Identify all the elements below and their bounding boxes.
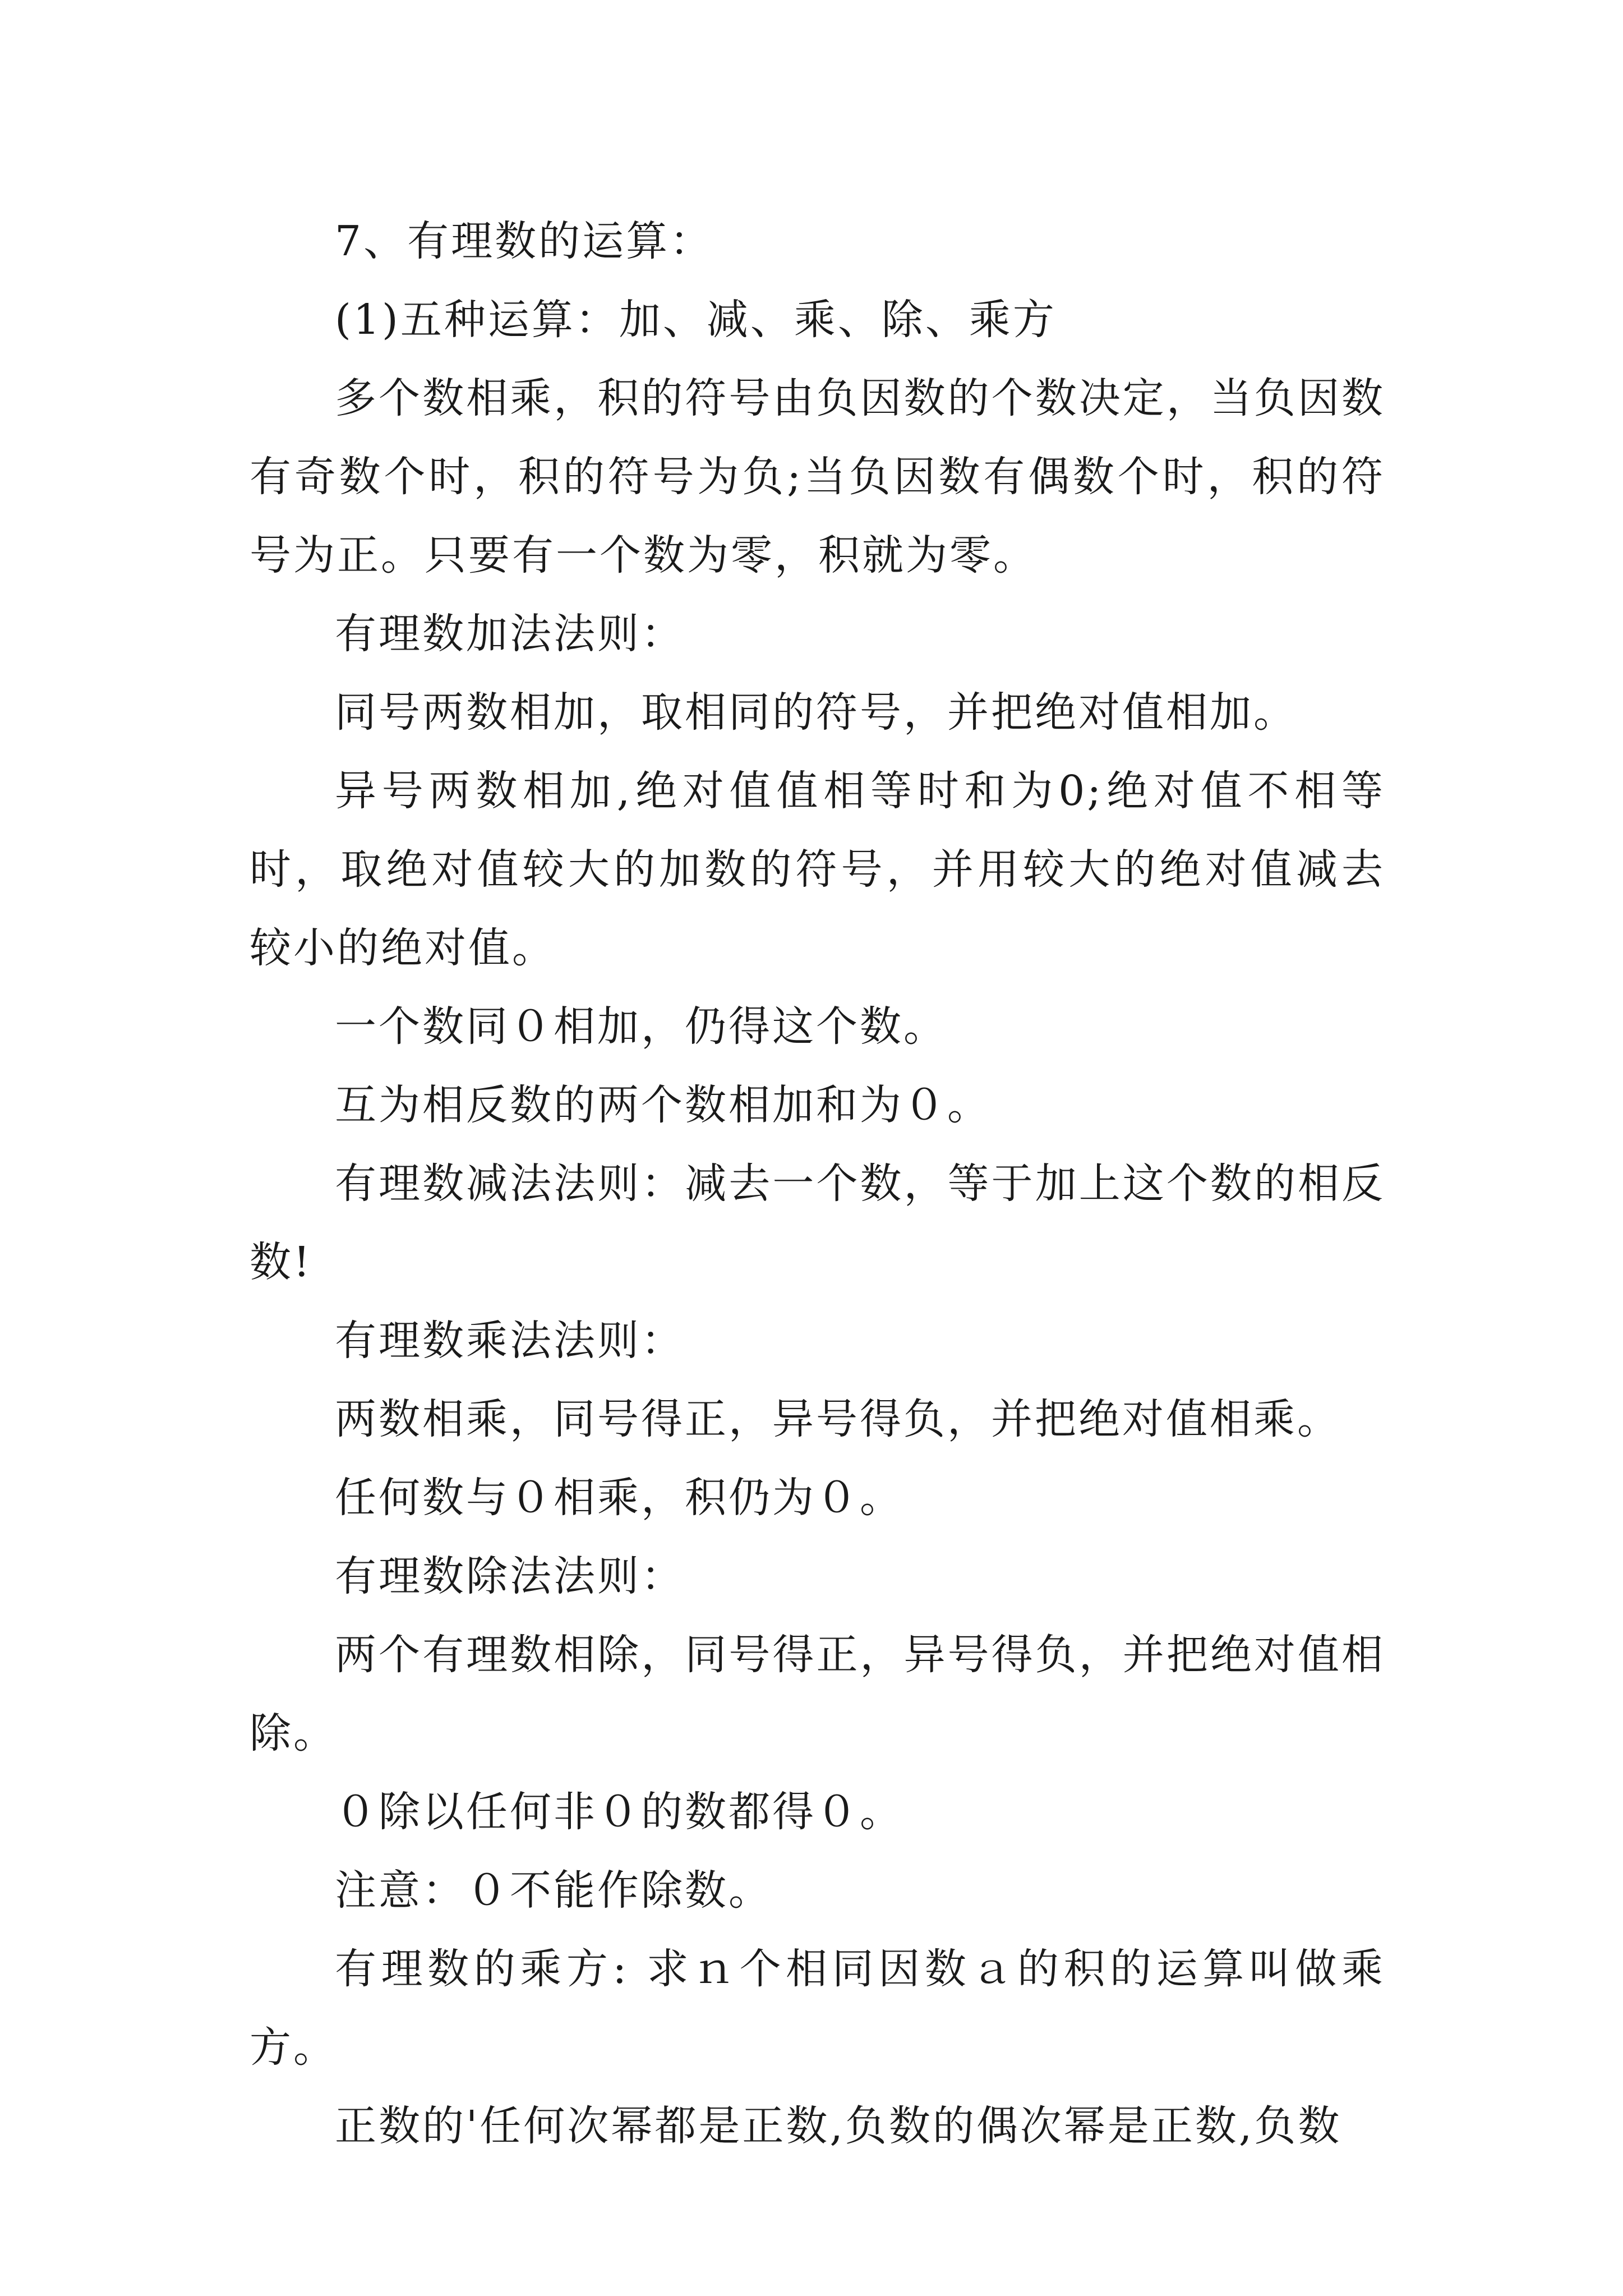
paragraph: 互为相反数的两个数相加和为０。 [335,1081,991,1129]
paragraph: 有理数减法法则：减去一个数，等于加上这个数的相反数! [250,1159,1385,1286]
paragraph: 两数相乘，同号得正，异号得负，并把绝对值相乘。 [335,1395,1341,1443]
paragraph: 异号两数相加,绝对值值相等时和为0;绝对值不相等时，取绝对值较大的加数的符号，并用较大的绝对值减去较小的绝对值。 [250,767,1385,972]
rule-heading: 有理数除法法则： [335,1552,685,1600]
paragraph: 两个有理数相除，同号得正，异号得负，并把绝对值相除。 [250,1631,1385,1757]
paragraph: ０除以任何非０的数都得０。 [335,1788,903,1836]
paragraph: 任何数与０相乘，积仍为０。 [335,1474,903,1522]
paragraph: 注意：０不能作除数。 [335,1866,772,1915]
paragraph: 多个数相乘，积的符号由负因数的个数决定，当负因数有奇数个时，积的符号为负;当负因数有偶数个时，积的符号为正。只要有一个数为零，积就为零。 [250,374,1385,579]
rule-heading: 有理数加法法则： [335,610,685,658]
paragraph: 正数的'任何次幂都是正数,负数的偶次幂是正数,负数 [335,2102,1342,2150]
paragraph: 同号两数相加，取相同的符号，并把绝对值相加。 [335,688,1297,737]
rule-heading: 有理数乘法法则： [335,1317,685,1365]
document-body [250,202,1385,2165]
section-heading: 7、有理数的运算： [335,217,714,265]
paragraph: (1)五种运算：加、减、乘、除、乘方 [335,296,1057,344]
paragraph: 有理数的乘方: 求ｎ个相同因数ａ的积的运算叫做乘方。 [250,1945,1385,2072]
paragraph: 一个数同０相加，仍得这个数。 [335,1002,947,1051]
